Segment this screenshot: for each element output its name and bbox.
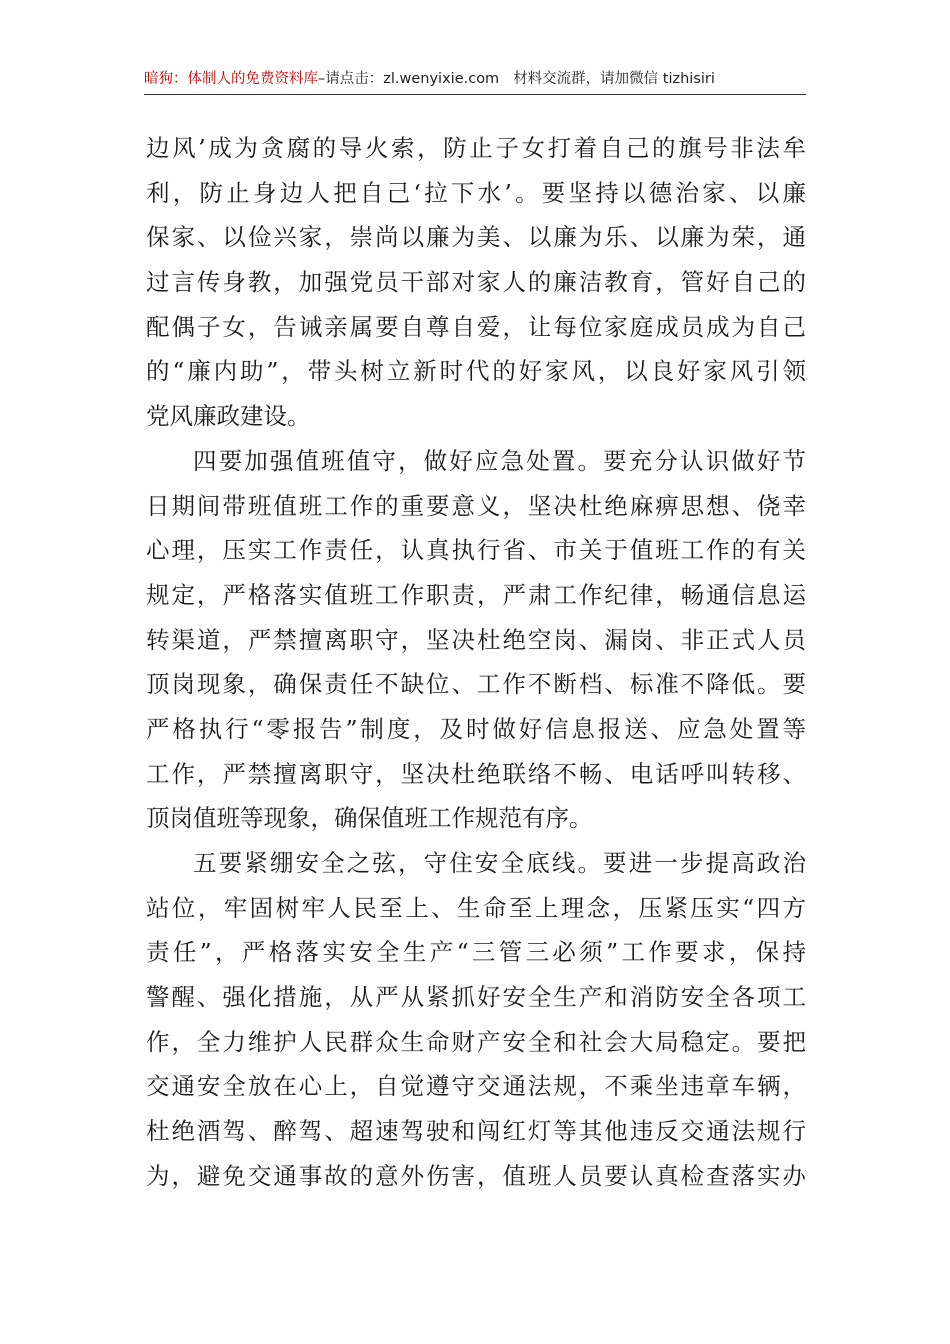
header-divider [144,94,806,95]
text-line: 党风廉政建设。 [146,402,311,431]
text-line: 规定，严格落实值班工作职责，严肃工作纪律，畅通信息运 [146,580,806,609]
text-line: 站位，牢固树牢人民至上、生命至上理念，压紧压实“四方 [146,893,806,922]
text-line: 作，全力维护人民群众生命财产安全和社会大局稳定。要把 [146,1027,806,1056]
text-line: 工作，严禁擅离职守，坚决杜绝联络不畅、电话呼叫转移、 [146,759,806,788]
text-line: 为，避免交通事故的意外伤害，值班人员要认真检查落实办 [146,1161,806,1190]
text-line: 配偶子女，告诫亲属要自尊自爱，让每位家庭成员成为自己 [146,312,806,341]
paragraph-start-line: 五要紧绷安全之弦，守住安全底线。要进一步提高政治 [193,849,806,877]
text-line: 严格执行“零报告”制度，及时做好信息报送、应急处置等 [146,714,806,743]
text-line: 杜绝酒驾、醉驾、超速驾驶和闯红灯等其他违反交通法规行 [146,1117,806,1146]
text-line: 警醒、强化措施，从严从紧抓好安全生产和消防安全各项工 [146,983,806,1012]
text-line: 责任”，严格落实安全生产“三管三必须”工作要求，保持 [146,938,806,967]
paragraph-start-line: 四要加强值班值守，做好应急处置。要充分认识做好节 [193,446,806,475]
text-line: 顶岗现象，确保责任不缺位、工作不断档、标准不降低。要 [146,670,806,699]
header-link-prefix: –请点击： [318,71,384,87]
text-line: 转渠道，严禁擅离职守，坚决杜绝空岗、漏岗、非正式人员 [146,625,806,654]
header-url-link[interactable]: zl.wenyixie.com [383,71,500,87]
header-site-name: 暗狗：体制人的免费资料库 [144,71,318,87]
text-line: 利，防止身边人把自己‘拉下水’。要坚持以德治家、以廉 [146,178,806,207]
page-header [144,68,806,94]
text-line: 的“廉内助”，带头树立新时代的好家风，以良好家风引领 [146,357,806,386]
text-line: 边风’成为贪腐的导火索，防止子女打着自己的旗号非法牟 [146,134,806,162]
text-line: 心理，压实工作责任，认真执行省、市关于值班工作的有关 [146,536,806,565]
text-line: 顶岗值班等现象，确保值班工作规范有序。 [146,804,593,833]
text-line: 过言传身教，加强党员干部对家人的廉洁教育，管好自己的 [146,268,806,297]
text-line: 保家、以俭兴家，崇尚以廉为美、以廉为乐、以廉为荣，通 [146,223,806,252]
document-body [146,126,806,1199]
text-line: 日期间带班值班工作的重要意义，坚决杜绝麻痹思想、侥幸 [146,491,806,520]
header-contact: 材料交流群，请加微信 tizhisiri [513,71,715,87]
text-line: 交通安全放在心上，自觉遵守交通法规，不乘坐违章车辆， [146,1072,806,1101]
